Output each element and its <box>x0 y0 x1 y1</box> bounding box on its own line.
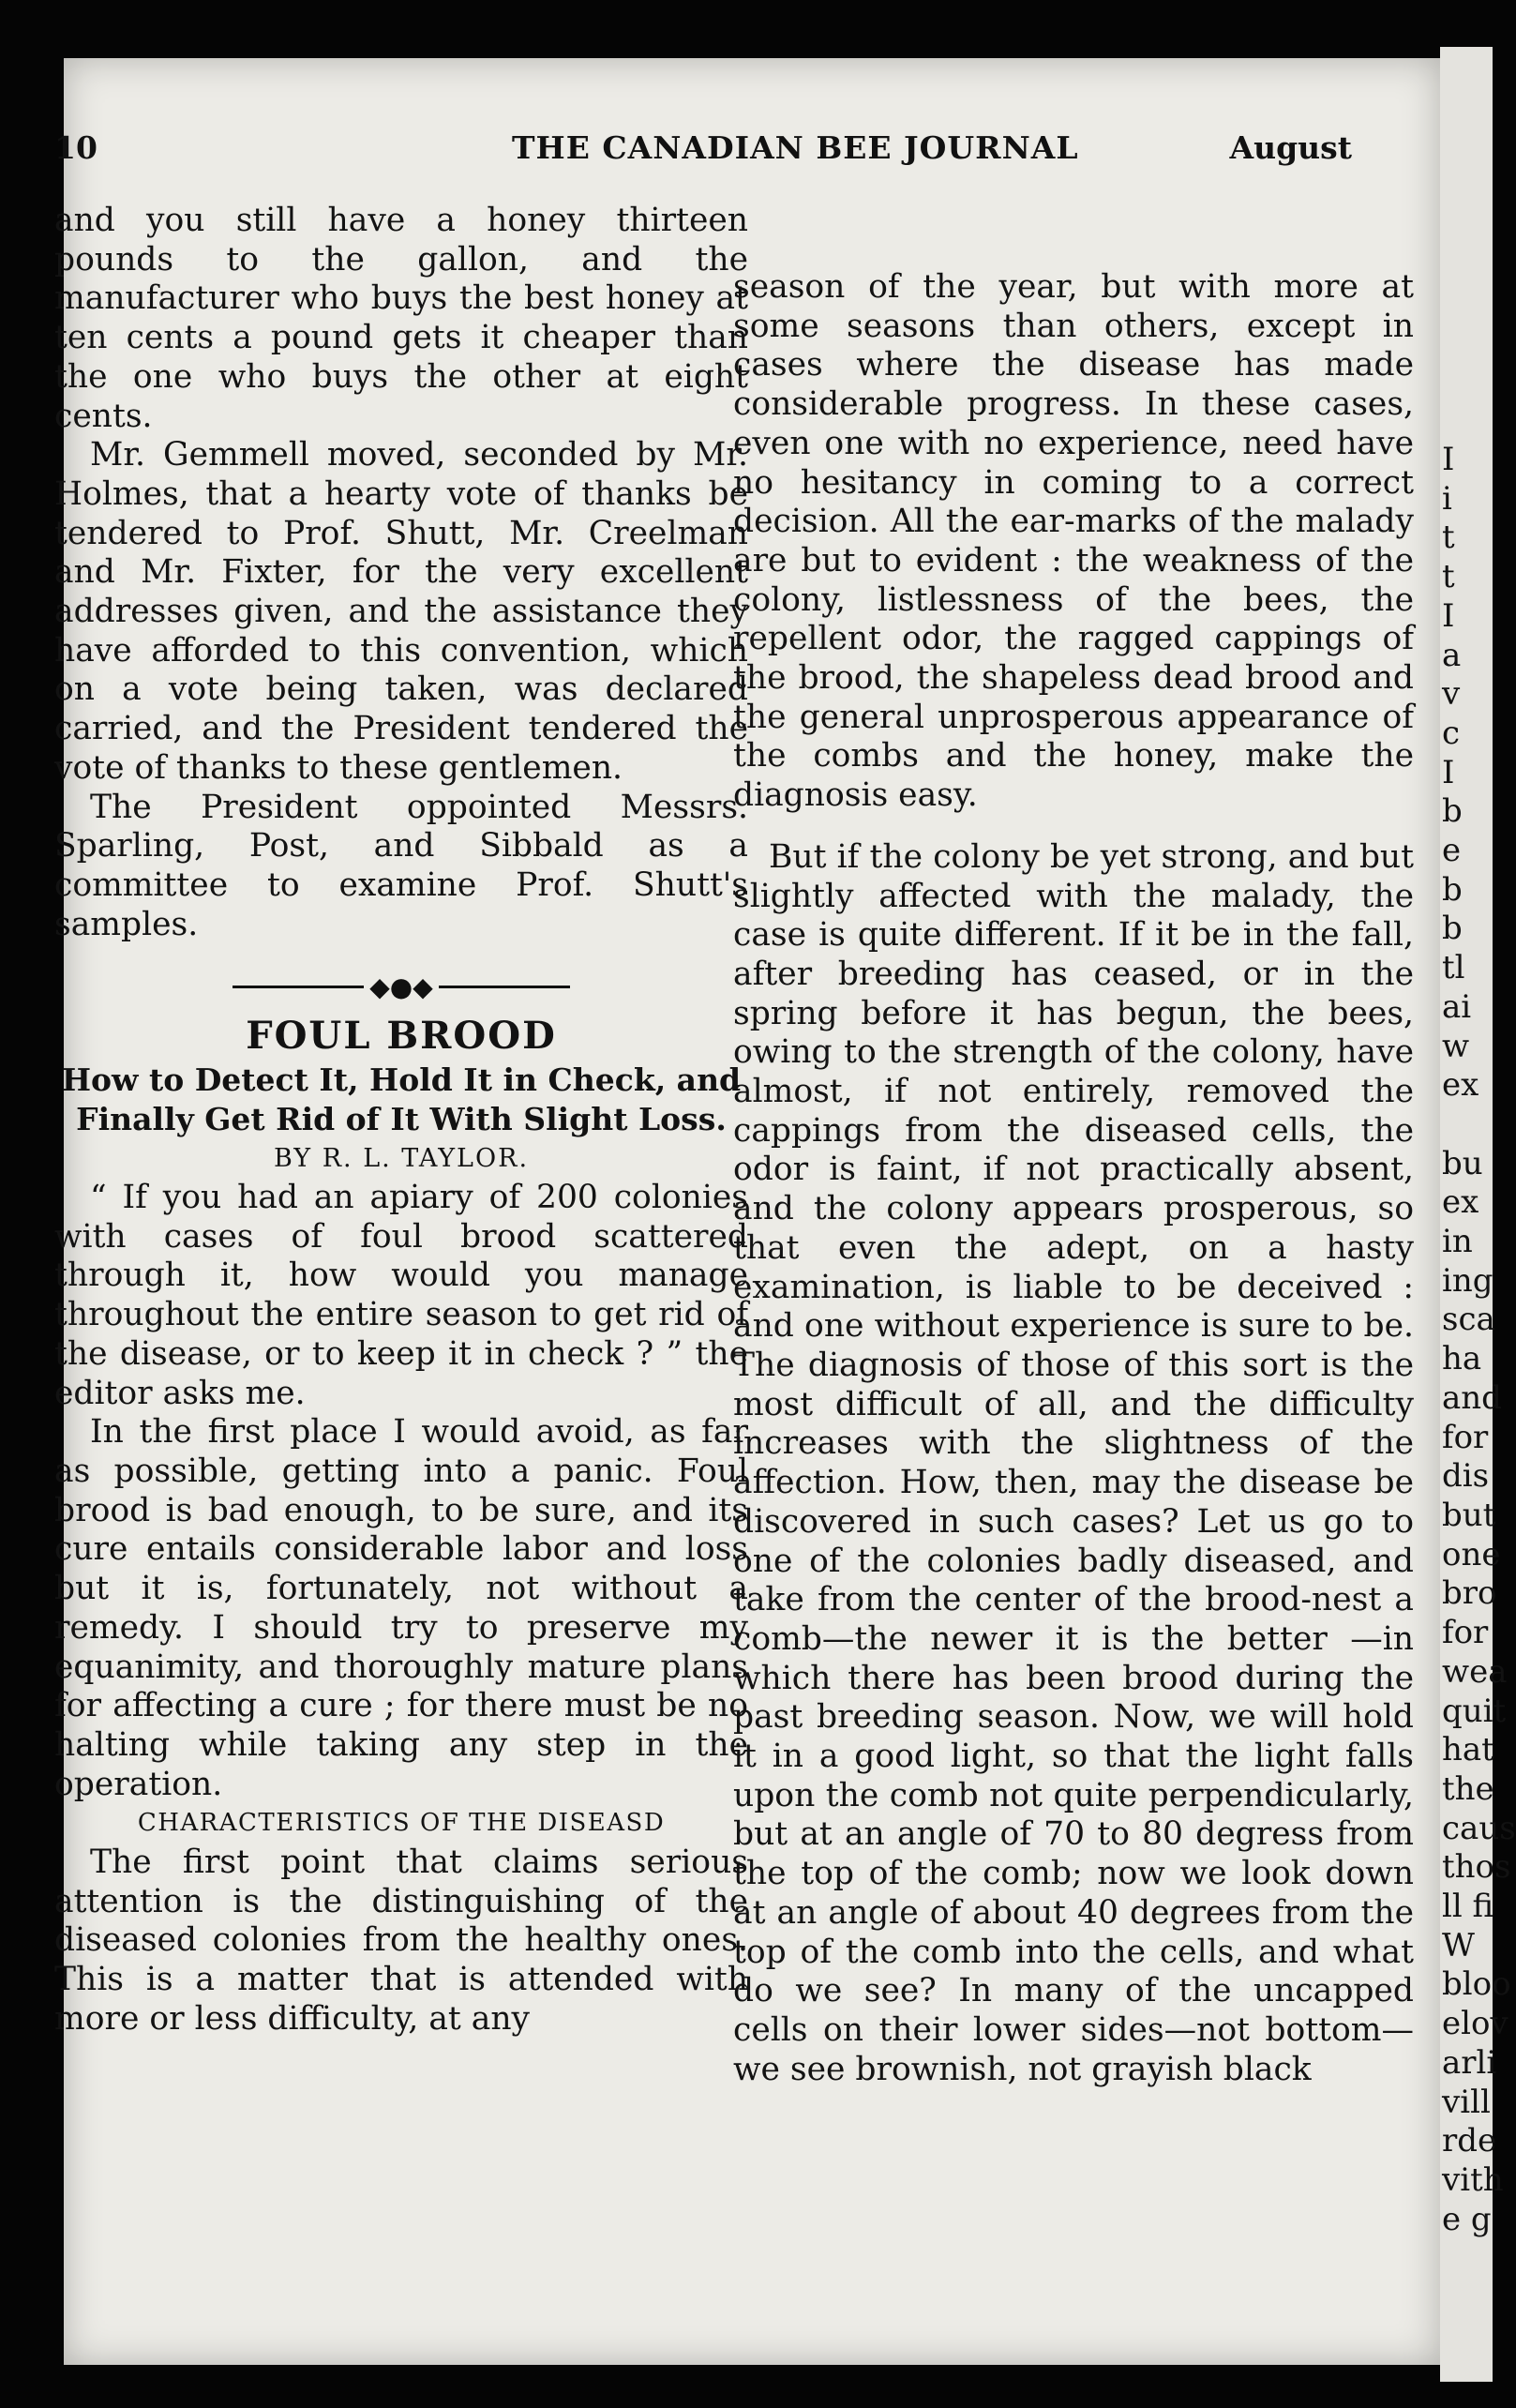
next-page-fragment: vith <box>1442 2160 1504 2199</box>
next-page-fragment: I <box>1442 441 1455 478</box>
paragraph: season of the year, but with more at some seasons than others, except in cases where the disease has made considerable progress. In these cases, even one with no experience, need have no hesitancy in coming to a correct decision. All the ear-marks of the malady are but to evident : the weakness of the colony, listlessness of the bees, the repellent odor, the ragged cappings of the brood, the shapeless dead brood and the general unprosperous appearance of the combs and the honey, make the diagnosis easy. <box>733 268 1414 815</box>
next-page-fragment: c <box>1442 714 1461 752</box>
next-page-fragments <box>1442 441 1516 2239</box>
next-page-fragment: and <box>1442 1378 1502 1417</box>
next-page-fragment: arli <box>1442 2043 1497 2082</box>
paragraph: In the first place I would avoid, as far as possible, getting into a panic. Foul brood is bad enough, to be sure, and its cure entails considerable labor and loss but it is, fortunately, not without a remedy. I should try to preserve my equanimity, and thoroughly mature plans for affecting a cure ; for there must be no halting while taking any step in the operation. <box>54 1413 748 1803</box>
next-page-fragment: for <box>1442 1418 1489 1456</box>
article-title: FOUL BROOD <box>246 1014 557 1059</box>
next-page-fragment: a <box>1442 636 1462 674</box>
next-page-fragment: t <box>1442 519 1455 557</box>
running-header <box>54 129 1367 176</box>
paragraph: The President oppointed Messrs. Sparling, Post, and Sibbald as a committee to examine Prof. Shutt's samples. <box>54 788 748 943</box>
next-page-fragment: bro <box>1442 1574 1497 1613</box>
left-column <box>54 202 748 2039</box>
next-page-fragment: bloo <box>1442 1965 1511 2004</box>
next-page-fragment: e <box>1442 832 1462 870</box>
issue-month: August <box>1229 129 1352 166</box>
ornamental-divider: ◆●◆ <box>54 961 748 1012</box>
next-page-fragment: dis <box>1442 1457 1490 1496</box>
next-page-fragment: I <box>1442 596 1455 635</box>
next-page-fragment: ha <box>1442 1340 1482 1378</box>
paragraph: The first point that claims serious attention is the distinguishing of the diseased colonies from the healthy ones. This is a matter that is attended with more or less difficulty, at any <box>54 1844 748 2038</box>
next-page-fragment: quit <box>1442 1692 1507 1730</box>
paragraph: Mr. Gemmell moved, seconded by Mr. Holmes, that a hearty vote of thanks be tendered to Prof. Shutt, Mr. Creelman and Mr. Fixter, for the very excellent addresses given, and the assistance they have afforded to this convention, which on a vote being taken, was declared carried, and the President tendered the vote of thanks to these gentlemen. <box>54 436 748 787</box>
next-page-fragment: hat <box>1442 1731 1494 1769</box>
next-page-fragment: tl <box>1442 949 1465 987</box>
next-page-fragment: elov <box>1442 2005 1508 2043</box>
next-page-fragment: sca <box>1442 1301 1495 1339</box>
next-page-fragment: b <box>1442 910 1463 948</box>
journal-title: THE CANADIAN BEE JOURNAL <box>512 129 1079 166</box>
next-page-fragment: thos <box>1442 1848 1511 1887</box>
paragraph: “ If you had an apiary of 200 colonies with cases of foul brood scattered through it, how would you manage throughout the entire season to get rid of the disease, or to keep it in check ? ” the editor asks me. <box>54 1179 748 1412</box>
next-page-fragment: I <box>1442 753 1455 791</box>
next-page-fragment: e g <box>1442 2200 1492 2238</box>
next-page-fragment: for <box>1442 1614 1489 1652</box>
next-page-fragment: in <box>1442 1223 1473 1261</box>
next-page-fragment: i <box>1442 479 1452 518</box>
next-page-fragment: b <box>1442 870 1463 909</box>
next-page-fragment: ll fi <box>1442 1888 1494 1926</box>
next-page-fragment <box>1442 1106 1516 1145</box>
next-page-fragment: ex <box>1442 1183 1479 1222</box>
next-page-fragment: rde <box>1442 2122 1497 2160</box>
next-page-fragment: caus <box>1442 1809 1516 1847</box>
right-column <box>733 268 1414 2089</box>
paragraph: and you still have a honey thirteen pounds to the gallon, and the manufacturer who buys the best honey at ten cents a pound gets it cheaper than the one who buys the other at eight cents. <box>54 202 748 435</box>
next-page-fragment: b <box>1442 792 1463 831</box>
next-page-fragment: wea <box>1442 1652 1508 1691</box>
section-heading: CHARACTERISTICS OF THE DISEASD <box>137 1809 666 1838</box>
article-subtitle: How to Detect It, Hold It in Check, and Finally Get Rid of It With Slight Loss. <box>61 1061 742 1138</box>
next-page-edge <box>1440 47 1516 2382</box>
paragraph: But if the colony be yet strong, and but slightly affected with the malady, the case is quite different. If it be in the fall, after breeding has ceased, or in the spring before it has begun, the bees, owing to the strength of the colony, have almost, if not entirely, removed the cappings from the diseased cells, the odor is faint, if not practically absent, and the colony appears prosperous, so that even the adept, on a hasty examination, is liable to be deceived : and one without experience is sure to be. The diagnosis of those of this sort is the most difficult of all, and the difficulty increases with the slightness of the affection. How, then, may the disease be discovered in such cases? Let us go to one of the colonies badly diseased, and take from the center of the brood-nest a comb—the newer it is the better —in which there has been brood during the past breeding season. Now, we will hold it in a good light, so that the light falls upon the comb not quite perpendicularly, but at an angle of 70 to 80 degress from the top of the comb; now we look down at an angle of about 40 degrees from the top of the comb into the cells, and what do we see? In many of the uncapped cells on their lower sides—not bottom—we see brownish, not grayish black <box>733 837 1414 2088</box>
byline: BY R. L. TAYLOR. <box>273 1144 530 1174</box>
next-page-fragment: but <box>1442 1496 1496 1534</box>
next-page-fragment: v <box>1442 675 1461 714</box>
next-page-fragment: ai <box>1442 987 1472 1026</box>
next-page-fragment: ing <box>1442 1261 1493 1300</box>
next-page-fragment: w <box>1442 1027 1470 1065</box>
page-number: 10 <box>54 129 98 166</box>
next-page-fragment: vill <box>1442 2083 1491 2121</box>
next-page-fragment: t <box>1442 558 1455 596</box>
next-page-fragment: bu <box>1442 1144 1483 1182</box>
next-page-fragment: one <box>1442 1535 1501 1573</box>
next-page-fragment: ex <box>1442 1066 1479 1105</box>
next-page-fragment: the <box>1442 1769 1494 1808</box>
next-page-fragment: W <box>1442 1926 1475 1964</box>
